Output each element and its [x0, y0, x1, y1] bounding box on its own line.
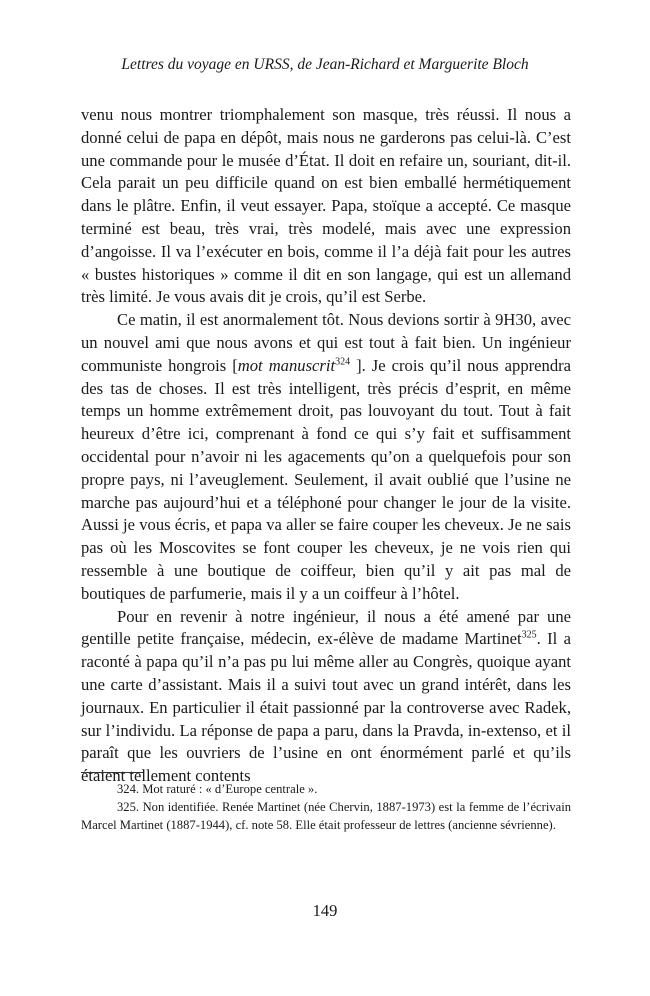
letter-body [81, 104, 571, 788]
running-header: Lettres du voyage en URSS, de Jean-Richard et Marguerite Bloch [121, 56, 529, 73]
page-number: 149 [312, 901, 338, 920]
footnotes [81, 781, 571, 834]
paragraph-3-part-2: . Il a raconté à papa qu’il n’a pas pu lui même aller au Congrès, quoique ayant une carte d’assistant. Mais il a suivi tout avec un grand intérêt, dans les journaux. En particulier il était passionné par la controverse avec Radek, sur l’individu. La réponse de papa a paru, dans la Pravda, in-extenso, et il paraît que les ouvriers de l’usine en ont énormément parlé et qu’ils étaient tellement contents [81, 629, 571, 786]
paragraph-3 [81, 606, 571, 788]
footnote-324: 324. Mot raturé : « d’Europe centrale ». [117, 782, 318, 796]
handwritten-word-note: mot manuscrit [237, 355, 336, 375]
paragraph-2-part-1: Ce matin, il est anormalement tôt. Nous devions sortir à 9H30, avec un nouvel ami que nous avons et qui est tout à fait bien. Un ingénieur communiste hongrois [ [81, 310, 571, 375]
footnote-ref-325[interactable]: 325 [521, 629, 537, 641]
footnote-325: 325. Non identifiée. Renée Martinet (née Chervin, 1887-1973) est la femme de l’écrivain Marcel Martinet (1887-1944), cf. note 58. Elle était professeur de lettres (ancienne sévrienne). [81, 799, 571, 832]
paragraph-3-part-1: Pour en revenir à notre ingénieur, il nous a été amené par une gentille petite française, médecin, ex-élève de madame Martinet [81, 606, 571, 649]
footnote-ref-324[interactable]: 324 [335, 356, 351, 368]
footnote-separator [81, 772, 143, 773]
paragraph-1: venu nous montrer triomphalement son masque, très réussi. Il nous a donné celui de papa en dépôt, mais nous ne garderons pas celui-là. C’est une commande pour le musée d’État. Il doit en refaire un, souriant, dit-il. Cela parait un peu difficile quand on est bien emballé hermétiquement dans le plâtre. Enfin, il veut essayer. Papa, stoïque a accepté. Ce masque terminé est beau, très vrai, très modelé, mais avec une expression d’angoisse. Il va l’exécuter en bois, comme il l’a déjà fait pour les autres « bustes historiques » comme il dit en son langage, qui est un allemand très limité. Je vous avais dit je crois, qu’il est Serbe. [81, 105, 571, 307]
paragraph-2 [81, 309, 571, 605]
paragraph-2-part-2: ]. Je crois qu’il nous apprendra des tas de choses. Il est très intelligent, très précis d’esprit, en même temps un homme extrêmement droit, pas louvoyant du tout. Tout à fait heureux d’être ici, comprenant à fond ce qui s’y fait et suffisamment occidental pour n’avoir ni les agacements qu’on a quelquefois pour son propre pays, ni l’aveuglement. Seulement, il avait oublié que l’usine ne marche pas aujourd’hui et a téléphoné pour changer le jour de la visite. Aussi je vous écris, et papa va aller se faire couper les cheveux. Je ne sais pas où les Moscovites se font couper les cheveux, je ne vois rien qui ressemble à une boutique de coiffeur, bien qu’il y ait pas mal de boutiques de parfumerie, mais il y a un coiffeur à l’hôtel. [81, 355, 572, 603]
